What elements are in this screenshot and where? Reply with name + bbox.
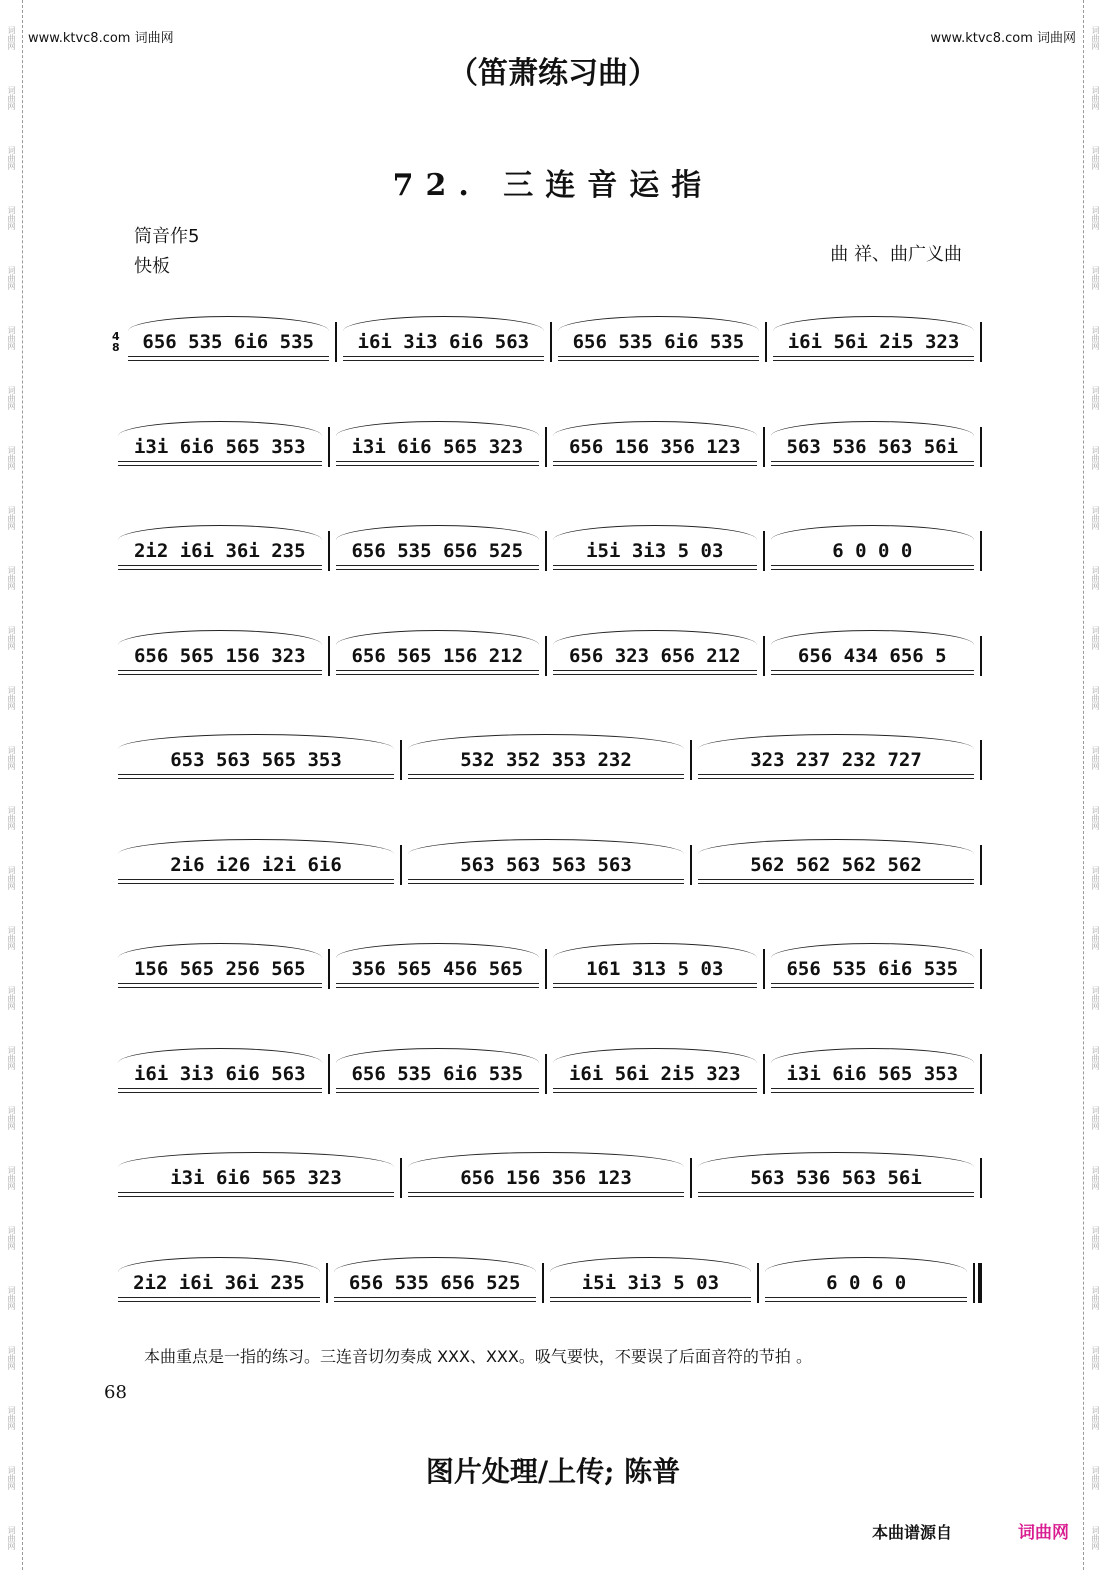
slur-mark [698,734,974,749]
beam-line [118,670,322,671]
measure [330,1044,546,1104]
slur-mark [553,525,757,540]
beam-line [118,569,322,570]
measure-notes: 656 535 656 525 [351,540,524,563]
measure [402,1148,690,1208]
edge-watermark: 词曲网 [1091,1106,1100,1130]
measure-notes: 562 562 562 562 [750,853,922,876]
measure-notes: 653 563 565 353 [170,749,342,772]
measure [122,312,335,372]
slur-mark [698,1152,974,1167]
edge-watermark: 词曲网 [1091,746,1100,770]
edge-watermark: 词曲网 [7,1046,16,1070]
edge-watermark: 词曲网 [7,26,16,50]
slur-mark [553,630,757,645]
measure [112,521,328,581]
left-watermark-column [0,0,22,1570]
time-signature [112,331,120,353]
score-line [112,1022,982,1127]
measure [552,312,765,372]
edge-watermark: 词曲网 [7,206,16,230]
measure [765,939,981,999]
piece-title: 72. 三连音运指 [392,168,714,203]
beam-line [553,461,757,462]
measure-notes: 656 434 656 5 [797,644,947,667]
slur-mark [771,1048,975,1063]
beam-line [698,1196,974,1197]
score-line [112,499,982,604]
slur-mark [334,1257,536,1272]
beam-line [550,1301,752,1302]
beam-line [343,360,544,361]
measure [330,417,546,477]
right-watermark-column [1084,0,1106,1570]
beam-line [771,461,975,462]
edge-watermark: 词曲网 [1091,1346,1100,1370]
measure-notes: 563 536 563 56i [786,435,959,458]
score-line [112,1126,982,1231]
beam-line [698,774,974,775]
edge-watermark: 词曲网 [1091,1166,1100,1190]
slur-mark [118,734,394,749]
measure-notes: i6i 56i 2i5 323 [787,331,960,354]
edge-watermark: 词曲网 [7,1466,16,1490]
measure-notes: 6 0 6 0 [826,1271,907,1294]
measure-notes: 2i2 i6i 36i 235 [133,540,306,563]
edge-watermark: 词曲网 [7,566,16,590]
measure-notes: i3i 6i6 565 353 [133,435,306,458]
measure [328,1253,542,1313]
edge-watermark: 词曲网 [7,1226,16,1250]
edge-watermark: 词曲网 [1091,506,1100,530]
beam-line [771,465,975,466]
barline [980,322,982,362]
measure-notes: 656 156 356 123 [460,1167,632,1190]
measure [112,939,328,999]
edge-watermark: 词曲网 [7,446,16,470]
beam-line [771,983,975,984]
slur-mark [336,1048,540,1063]
edge-watermark: 词曲网 [7,866,16,890]
beam-line [118,465,322,466]
score-line [112,917,982,1022]
beam-line [773,356,974,357]
edge-watermark: 词曲网 [7,386,16,410]
beam-line [771,1088,975,1089]
beam-line [698,879,974,880]
measure [692,1148,980,1208]
slur-mark [343,316,544,331]
slur-mark [771,630,975,645]
slur-mark [118,1048,322,1063]
slur-mark [336,630,540,645]
measure [112,1148,400,1208]
slur-mark [553,421,757,436]
site-watermark-right: www.ktvc8.com 词曲网 [930,31,1076,46]
edge-watermark: 词曲网 [7,746,16,770]
measure [692,730,980,790]
edge-watermark: 词曲网 [7,326,16,350]
beam-line [336,987,540,988]
measure-notes: i5i 3i3 5 03 [586,540,724,563]
slur-mark [336,525,540,540]
beam-line [118,1196,394,1197]
edge-watermark: 词曲网 [1091,626,1100,650]
score [112,290,982,1335]
measure-notes: 161 313 5 03 [586,958,724,981]
edge-watermark: 词曲网 [1091,866,1100,890]
beam-line [336,1088,540,1089]
measure [330,521,546,581]
measure-notes: i3i 6i6 565 323 [170,1167,342,1190]
measure [337,312,550,372]
beam-line [336,670,540,671]
measure [544,1253,758,1313]
beam-line [771,1092,975,1093]
beam-line [118,1192,394,1193]
measure-notes: 656 565 156 323 [133,644,306,667]
beam-line [553,565,757,566]
measure-notes: 656 535 6i6 535 [786,958,959,981]
edge-watermark: 词曲网 [7,1406,16,1430]
beam-line [408,879,684,880]
beam-line [771,670,975,671]
measure [112,730,400,790]
beam-line [773,360,974,361]
measure [112,1044,328,1104]
measure [765,1044,981,1104]
beam-line [336,1092,540,1093]
beam-line [128,356,329,357]
measure-notes: 656 156 356 123 [568,435,741,458]
slur-mark [118,943,322,958]
site-watermark-left: www.ktvc8.com 词曲网 [28,31,174,46]
edge-watermark: 词曲网 [1091,326,1100,350]
barline [980,427,982,467]
measure [112,835,400,895]
slur-mark [118,421,322,436]
beam-line [408,778,684,779]
source-label: 本曲谱源自 [872,1523,953,1542]
barline [980,740,982,780]
beam-line [408,774,684,775]
edge-watermark: 词曲网 [7,1166,16,1190]
slur-mark [771,525,975,540]
beam-line [118,565,322,566]
edge-watermark: 词曲网 [1091,1286,1100,1310]
edge-watermark: 词曲网 [1091,1526,1100,1550]
measure-notes: 656 535 656 525 [348,1271,521,1294]
measure-notes: 2i2 i6i 36i 235 [133,1271,305,1294]
beam-line [771,569,975,570]
edge-watermark: 词曲网 [1091,1046,1100,1070]
measure [765,626,981,686]
beam-line [765,1297,967,1298]
slur-mark [553,943,757,958]
measure-notes: i3i 6i6 565 353 [786,1062,959,1085]
score-line [112,708,982,813]
measure [765,417,981,477]
beam-line [343,356,544,357]
edge-watermark: 词曲网 [1091,1226,1100,1250]
edge-watermark: 词曲网 [1091,806,1100,830]
measure-notes: 2i6 i26 i2i 6i6 [170,853,342,876]
footnote: 本曲重点是一指的练习。三连音切勿奏成 XXX、XXX。吸气要快，不要误了后面音符的节拍 。 [144,1347,812,1366]
beam-line [118,774,394,775]
beam-line [408,1192,684,1193]
measure-notes: 563 563 563 563 [460,853,632,876]
beam-line [553,670,757,671]
edge-watermark: 词曲网 [1091,986,1100,1010]
beam-line [118,1092,322,1093]
measure [547,417,763,477]
edge-watermark: 词曲网 [1091,26,1100,50]
edge-watermark: 词曲网 [1091,146,1100,170]
slur-mark [408,734,684,749]
slur-mark [118,1152,394,1167]
measure-notes: i6i 3i3 6i6 563 [133,1062,306,1085]
slur-mark [765,1257,967,1272]
edge-watermark: 词曲网 [7,1106,16,1130]
slur-mark [118,839,394,854]
final-barline [973,1263,982,1303]
slur-mark [336,943,540,958]
slur-mark [118,1257,320,1272]
edge-watermark: 词曲网 [1091,266,1100,290]
barline [980,1054,982,1094]
beam-line [336,983,540,984]
beam-line [553,465,757,466]
edge-watermark: 词曲网 [1091,86,1100,110]
edge-watermark: 词曲网 [7,626,16,650]
beam-line [118,778,394,779]
edge-watermark: 词曲网 [1091,386,1100,410]
edge-watermark: 词曲网 [7,1286,16,1310]
beam-line [118,1301,320,1302]
score-line [112,1231,982,1336]
measure-notes: 563 536 563 56i [750,1167,922,1190]
edge-watermark: 词曲网 [7,686,16,710]
beam-line [118,1297,320,1298]
barline [980,1158,982,1198]
slur-mark [550,1257,752,1272]
measure-notes: 323 237 232 727 [750,749,922,772]
measure [112,1253,326,1313]
measure [402,730,690,790]
beam-line [118,883,394,884]
measure [547,1044,763,1104]
edge-watermark: 词曲网 [1091,1406,1100,1430]
measure [330,939,546,999]
measure [402,835,690,895]
measure-notes: 6 0 0 0 [832,540,913,563]
edge-watermark: 词曲网 [7,86,16,110]
beam-line [550,1297,752,1298]
beam-line [698,778,974,779]
measure [759,1253,973,1313]
measure-notes: 656 565 156 212 [351,644,524,667]
beam-line [408,1196,684,1197]
edge-watermark: 词曲网 [7,806,16,830]
edge-watermark: 词曲网 [7,986,16,1010]
beam-line [118,461,322,462]
barline [980,845,982,885]
measure-notes: i6i 3i3 6i6 563 [357,331,530,354]
measure-notes: i3i 6i6 565 323 [351,435,524,458]
slur-mark [771,943,975,958]
source-logo: 词曲网 [1018,1523,1069,1543]
measure [330,626,546,686]
uploader-credit: 图片处理/上传; 陈普 [425,1455,681,1488]
time-signature-bottom: 8 [112,341,120,355]
slur-mark [128,316,329,331]
slur-mark [336,421,540,436]
slur-mark [771,421,975,436]
key-signature: 筒音作5 [134,226,200,247]
edge-watermark: 词曲网 [7,1526,16,1550]
measure-notes: 532 352 353 232 [460,749,632,772]
measure-notes: 656 535 6i6 535 [351,1062,524,1085]
beam-line [336,565,540,566]
beam-line [558,360,759,361]
score-line [112,395,982,500]
measure [692,835,980,895]
edge-watermark: 词曲网 [1091,686,1100,710]
slur-mark [408,1152,684,1167]
measure [112,626,328,686]
beam-line [336,465,540,466]
measure [765,521,981,581]
slur-mark [118,525,322,540]
time-signature-top: 4 [112,330,120,344]
beam-line [553,1092,757,1093]
slur-mark [773,316,974,331]
beam-line [408,883,684,884]
beam-line [336,569,540,570]
beam-line [334,1301,536,1302]
beam-line [553,674,757,675]
edge-watermark: 词曲网 [1091,926,1100,950]
score-line [112,290,982,395]
edge-watermark: 词曲网 [1091,206,1100,230]
beam-line [553,987,757,988]
slur-mark [118,630,322,645]
beam-line [118,1088,322,1089]
beam-line [128,360,329,361]
edge-watermark: 词曲网 [7,146,16,170]
measure-notes: 156 565 256 565 [133,958,306,981]
beam-line [553,983,757,984]
beam-line [771,674,975,675]
beam-line [118,879,394,880]
beam-line [118,987,322,988]
beam-line [334,1297,536,1298]
edge-watermark: 词曲网 [1091,1466,1100,1490]
edge-watermark: 词曲网 [7,1346,16,1370]
beam-line [336,674,540,675]
edge-watermark: 词曲网 [7,266,16,290]
measure [547,521,763,581]
beam-line [118,674,322,675]
tempo-marking: 快板 [134,256,170,277]
slur-mark [408,839,684,854]
beam-line [765,1301,967,1302]
slur-mark [553,1048,757,1063]
edge-watermark: 词曲网 [7,506,16,530]
beam-line [553,569,757,570]
barline [980,636,982,676]
measure [547,939,763,999]
measure-notes: 656 323 656 212 [568,644,741,667]
measure [112,417,328,477]
measure-notes: 656 535 6i6 535 [572,331,745,354]
series-title: （笛萧练习曲） [448,56,658,91]
beam-line [118,983,322,984]
beam-line [558,356,759,357]
slur-mark [558,316,759,331]
beam-line [698,1192,974,1193]
slur-mark [698,839,974,854]
edge-watermark: 词曲网 [7,926,16,950]
beam-line [336,461,540,462]
beam-line [771,987,975,988]
composer-credit: 曲 祥、曲广义曲 [830,244,962,265]
score-line [112,813,982,918]
beam-line [553,1088,757,1089]
page-number: 68 [104,1382,127,1403]
measure [767,312,980,372]
beam-line [698,883,974,884]
measure-notes: i5i 3i3 5 03 [581,1271,720,1294]
edge-watermark: 词曲网 [1091,566,1100,590]
measure-notes: 356 565 456 565 [351,958,524,981]
barline [980,531,982,571]
measure-notes: i6i 56i 2i5 323 [568,1062,741,1085]
barline [980,949,982,989]
score-line [112,604,982,709]
measure-notes: 656 535 6i6 535 [142,331,314,354]
edge-watermark: 词曲网 [1091,446,1100,470]
beam-line [771,565,975,566]
measure [547,626,763,686]
